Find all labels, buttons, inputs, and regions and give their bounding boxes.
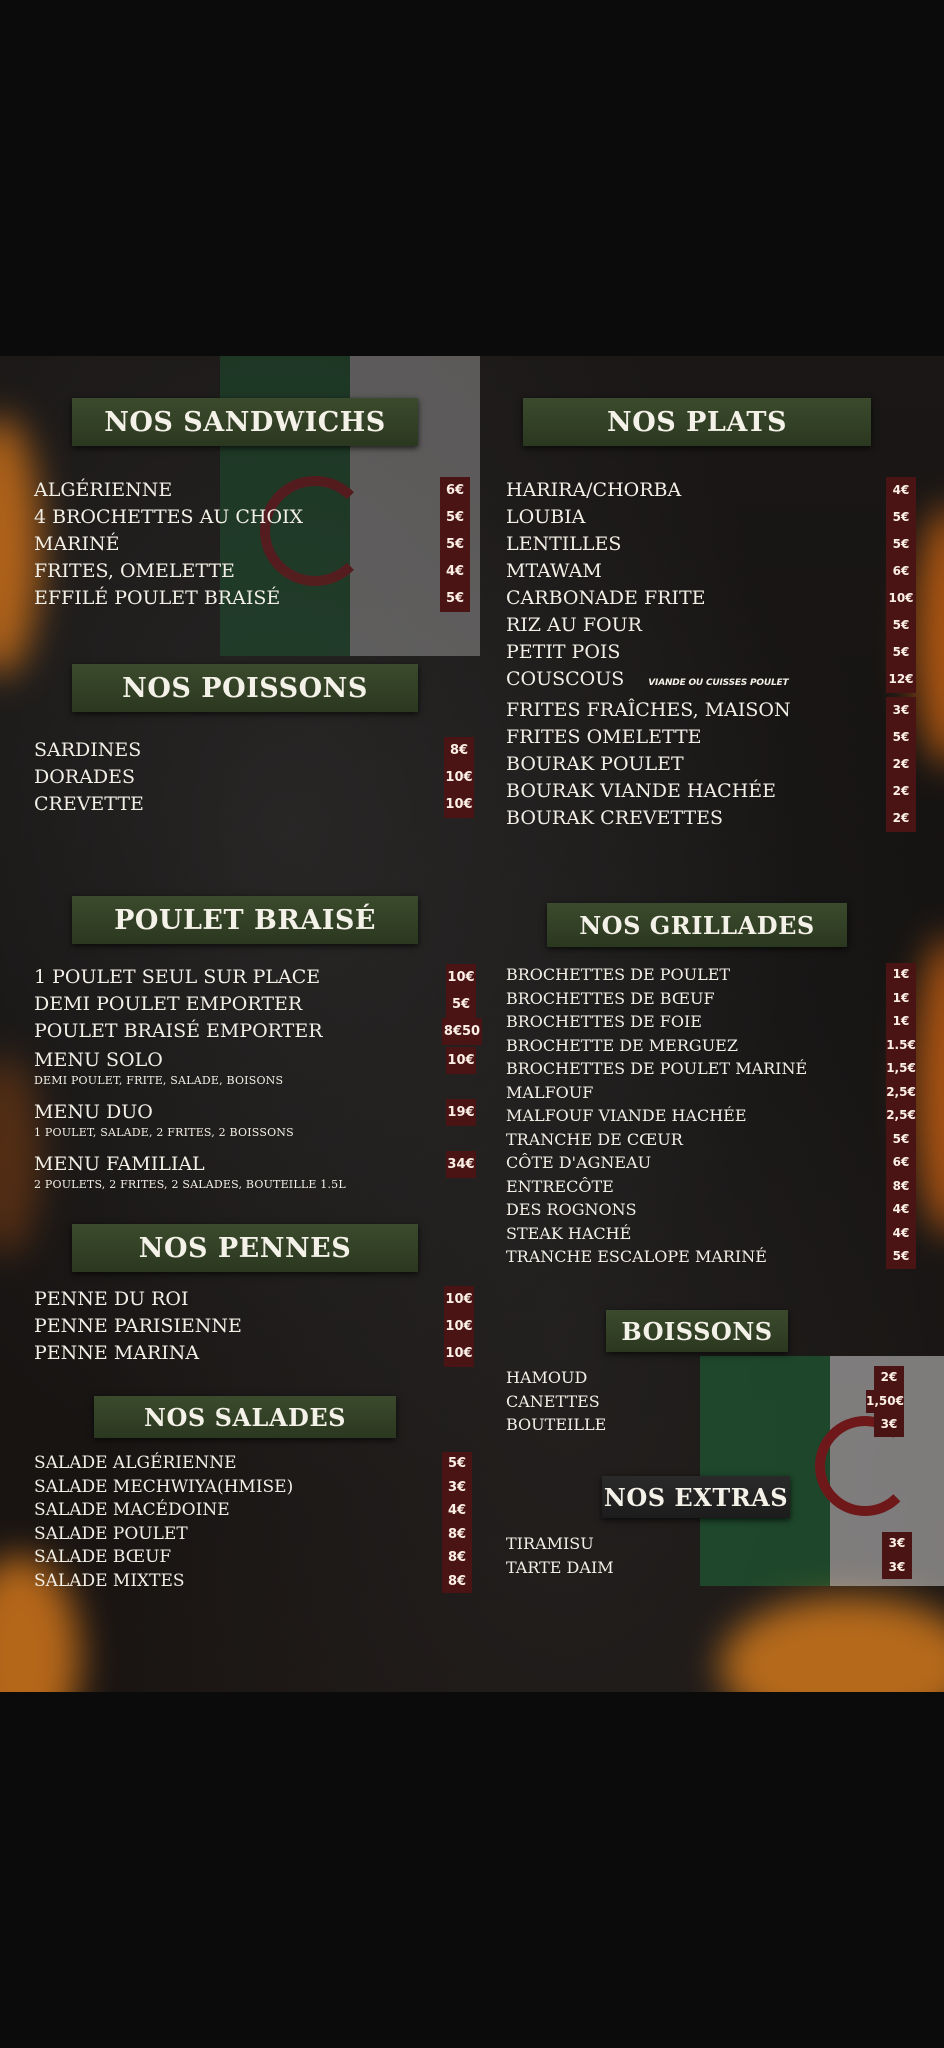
price-badge: 5€ [446,991,476,1018]
item-title: MENU SOLO [34,1049,163,1071]
price-badge: 34€ [446,1151,476,1178]
item-name: BOURAK POULET [506,753,684,775]
item-name: SALADE MIXTES [34,1570,185,1591]
price-badge: 10€ [446,1047,476,1074]
menu-item [506,1413,904,1437]
menu-item [34,1340,474,1367]
menu-item [34,764,474,791]
price-badge: 1.5€ [886,1034,916,1058]
menu-item [506,558,916,585]
item-name: PENNE DU ROI [34,1288,189,1310]
price-badge: 3€ [442,1476,472,1500]
item-name: ENTRECÔTE [506,1176,614,1196]
menu-item [506,963,916,987]
item-name: CREVETTE [34,793,144,815]
item-name: SALADE BŒUF [34,1547,172,1567]
price-badge: 3€ [874,1413,904,1437]
price-badge: 8€ [886,1175,916,1199]
price-badge: 4€ [886,477,916,504]
price-badge: 8€ [442,1523,472,1547]
price-badge: 5€ [886,531,916,558]
item-name: BROCHETTES DE FOIE [506,1012,702,1031]
price-badge: 19€ [446,1099,476,1126]
menu-item [506,1366,904,1390]
item-name: LOUBIA [506,506,586,528]
poissons-list [34,737,474,818]
price-badge: 5€ [886,612,916,639]
price-badge: 4€ [440,558,470,585]
poulet-braise-list [34,964,481,1191]
item-name: BROCHETTES DE POULET [506,965,731,984]
price-badge: 6€ [886,558,916,585]
price-badge: 10€ [446,964,476,991]
price-badge: 5€ [886,639,916,666]
price-badge: 5€ [886,724,916,751]
price-badge: 1€ [886,987,916,1011]
item-name: BOURAK VIANDE HACHÉE [506,780,777,802]
price-badge: 1,5€ [886,1057,916,1081]
price-badge: 5€ [440,504,470,531]
price-badge: 2€ [886,805,916,832]
item-name: 4 BROCHETTES AU CHOIX [34,506,304,528]
menu-item [506,585,916,612]
item-name: HAMOUD [506,1368,588,1387]
price-badge: 10€ [444,1286,474,1313]
extras-list [506,1532,912,1579]
price-badge: 1,50€ [866,1390,904,1414]
menu-item [506,477,916,504]
menu-item [506,1034,916,1058]
item-name: TRANCHE ESCALOPE MARINÉ [506,1247,767,1266]
price-badge: 10€ [444,791,474,818]
price-badge: 3€ [882,1532,912,1556]
menu-item [506,1245,916,1269]
item-name [34,1151,346,1191]
pennes-list [34,1286,474,1367]
item-name: MTAWAM [506,560,602,582]
menu-item [506,724,916,751]
item-name: PENNE MARINA [34,1342,200,1364]
menu-item [34,1099,476,1139]
item-name: CANETTES [506,1391,600,1411]
section-title-boissons: BOISSONS [606,1310,788,1352]
section-title-pennes: NOS PENNES [72,1224,418,1272]
item-name: FRITES, OMELETTE [34,560,235,582]
price-badge: 4€ [886,1222,916,1246]
item-name: RIZ AU FOUR [506,614,642,636]
item-name [34,1047,283,1087]
price-badge: 5€ [440,531,470,558]
menu-item [506,1390,904,1414]
item-note: VIANDE OU CUISSES POULET [648,678,789,688]
boissons-list [506,1366,904,1437]
item-name: PENNE PARISIENNE [34,1315,242,1337]
menu-item [34,1018,481,1045]
flame-decoration [914,936,944,1236]
item-name: MALFOUF VIANDE HACHÉE [506,1106,747,1125]
item-name: DORADES [34,766,135,788]
item-name: 1 POULET SEUL SUR PLACE [34,966,321,988]
menu-item [506,751,916,778]
menu-item [34,1499,472,1523]
item-name: TRANCHE DE CŒUR [506,1129,683,1149]
price-badge: 5€ [440,585,470,612]
menu-item [506,1104,916,1128]
item-description: 2 POULETS, 2 FRITES, 2 SALADES, BOUTEILLE 1.5L [34,1178,346,1191]
menu-item [506,1010,916,1034]
item-name: BOUTEILLE [506,1415,607,1434]
section-title-extras: NOS EXTRAS [602,1476,790,1518]
item-name [34,1099,294,1139]
menu-item [34,1570,472,1594]
price-badge: 8€50 [442,1018,482,1045]
menu-item [506,1532,912,1556]
price-badge: 2,5€ [886,1104,916,1128]
price-badge: 10€ [444,1340,474,1367]
menu-item [34,1151,476,1191]
item-name: FRITES OMELETTE [506,726,702,748]
menu-item [506,1175,916,1199]
item-description: 1 POULET, SALADE, 2 FRITES, 2 BOISSONS [34,1126,294,1139]
price-badge: 10€ [444,1313,474,1340]
section-title-salades: NOS SALADES [94,1396,396,1438]
price-badge: 5€ [442,1452,472,1476]
item-name: SARDINES [34,739,142,761]
menu-item [34,477,470,504]
price-badge: 8€ [444,737,474,764]
price-badge: 8€ [442,1546,472,1570]
price-badge: 1€ [886,1010,916,1034]
item-name: CARBONADE FRITE [506,587,706,609]
price-badge: 5€ [886,1128,916,1152]
price-badge: 12€ [886,666,916,693]
price-badge: 4€ [886,1198,916,1222]
menu-item [34,1546,472,1570]
flame-decoration [720,1596,944,1692]
menu-item [34,1452,472,1476]
item-name: SALADE POULET [34,1523,188,1544]
menu-item [506,531,916,558]
menu-item [34,1476,472,1500]
menu-item [506,1081,916,1105]
menu-item [34,991,476,1018]
menu-item [34,1523,472,1547]
item-name: LENTILLES [506,533,622,555]
item-name: SALADE ALGÉRIENNE [34,1453,237,1473]
item-description: DEMI POULET, FRITE, SALADE, BOISONS [34,1074,284,1087]
menu-item [34,558,470,585]
item-name: TARTE DAIM [506,1557,614,1577]
menu-item [506,1222,916,1246]
item-title: COUSCOUS [506,668,625,690]
item-name: SALADE MACÉDOINE [34,1500,230,1520]
menu-item [34,737,474,764]
item-name: FRITES FRAÎCHES, MAISON [506,699,791,721]
price-badge: 6€ [886,1151,916,1175]
item-name: BOURAK CREVETTES [506,807,724,829]
item-name: HARIRA/CHORBA [506,479,682,501]
item-name [506,666,788,697]
section-title-plats: NOS PLATS [523,398,871,446]
menu-item [34,531,470,558]
menu-item [506,697,916,724]
section-title-sandwichs: NOS SANDWICHS [72,398,418,446]
menu-item [506,666,916,697]
menu-item [506,778,916,805]
price-badge: 8€ [442,1570,472,1594]
section-title-poulet-braise: POULET BRAISÉ [72,896,418,944]
item-name: TIRAMISU [506,1534,594,1553]
menu-item [506,1128,916,1152]
item-name: BROCHETTES DE POULET MARINÉ [506,1059,808,1078]
price-badge: 3€ [886,697,916,724]
price-badge: 10€ [444,764,474,791]
menu-item [506,1556,912,1580]
section-title-poissons: NOS POISSONS [72,664,418,712]
item-name: STEAK HACHÉ [506,1223,632,1243]
section-title-grillades: NOS GRILLADES [547,903,847,947]
price-badge: 6€ [440,477,470,504]
menu-item [34,1047,476,1087]
menu-item [34,504,470,531]
sandwichs-list [34,477,470,612]
item-name: SALADE MECHWIYA(HMISE) [34,1476,294,1497]
menu-item [506,987,916,1011]
price-badge: 1€ [886,963,916,987]
menu-item [506,1198,916,1222]
menu-item [34,964,476,991]
menu-item [34,791,474,818]
price-badge: 2€ [886,778,916,805]
price-badge: 2,5€ [886,1081,916,1105]
item-title: MENU DUO [34,1101,153,1123]
price-badge: 2€ [874,1366,904,1390]
price-badge: 3€ [882,1556,912,1580]
item-name: PETIT POIS [506,641,621,663]
item-name: DES ROGNONS [506,1200,637,1219]
price-badge: 5€ [886,504,916,531]
grillades-list [506,963,916,1269]
plats-list [506,477,916,832]
price-badge: 10€ [886,585,916,612]
price-badge: 5€ [886,1245,916,1269]
menu-item [34,585,470,612]
item-name: POULET BRAISÉ EMPORTER [34,1020,323,1042]
menu-item [506,805,916,832]
menu-item [34,1286,474,1313]
salades-list [34,1452,472,1593]
menu-board [0,356,944,1692]
item-name: DEMI POULET EMPORTER [34,993,303,1015]
item-name: MARINÉ [34,533,120,555]
price-badge: 4€ [442,1499,472,1523]
menu-item [34,1313,474,1340]
menu-item [506,1057,916,1081]
menu-item [506,612,916,639]
menu-item [506,1151,916,1175]
item-name: CÔTE D'AGNEAU [506,1153,652,1172]
price-badge: 2€ [886,751,916,778]
item-name: ALGÉRIENNE [34,479,173,501]
item-name: BROCHETTE DE MERGUEZ [506,1035,738,1055]
menu-item [506,504,916,531]
flame-decoration [914,506,944,766]
item-name: EFFILÉ POULET BRAISÉ [34,587,281,609]
item-name: BROCHETTES DE BŒUF [506,988,715,1008]
item-title: MENU FAMILIAL [34,1153,205,1175]
item-name: MALFOUF [506,1082,594,1102]
menu-item [506,639,916,666]
